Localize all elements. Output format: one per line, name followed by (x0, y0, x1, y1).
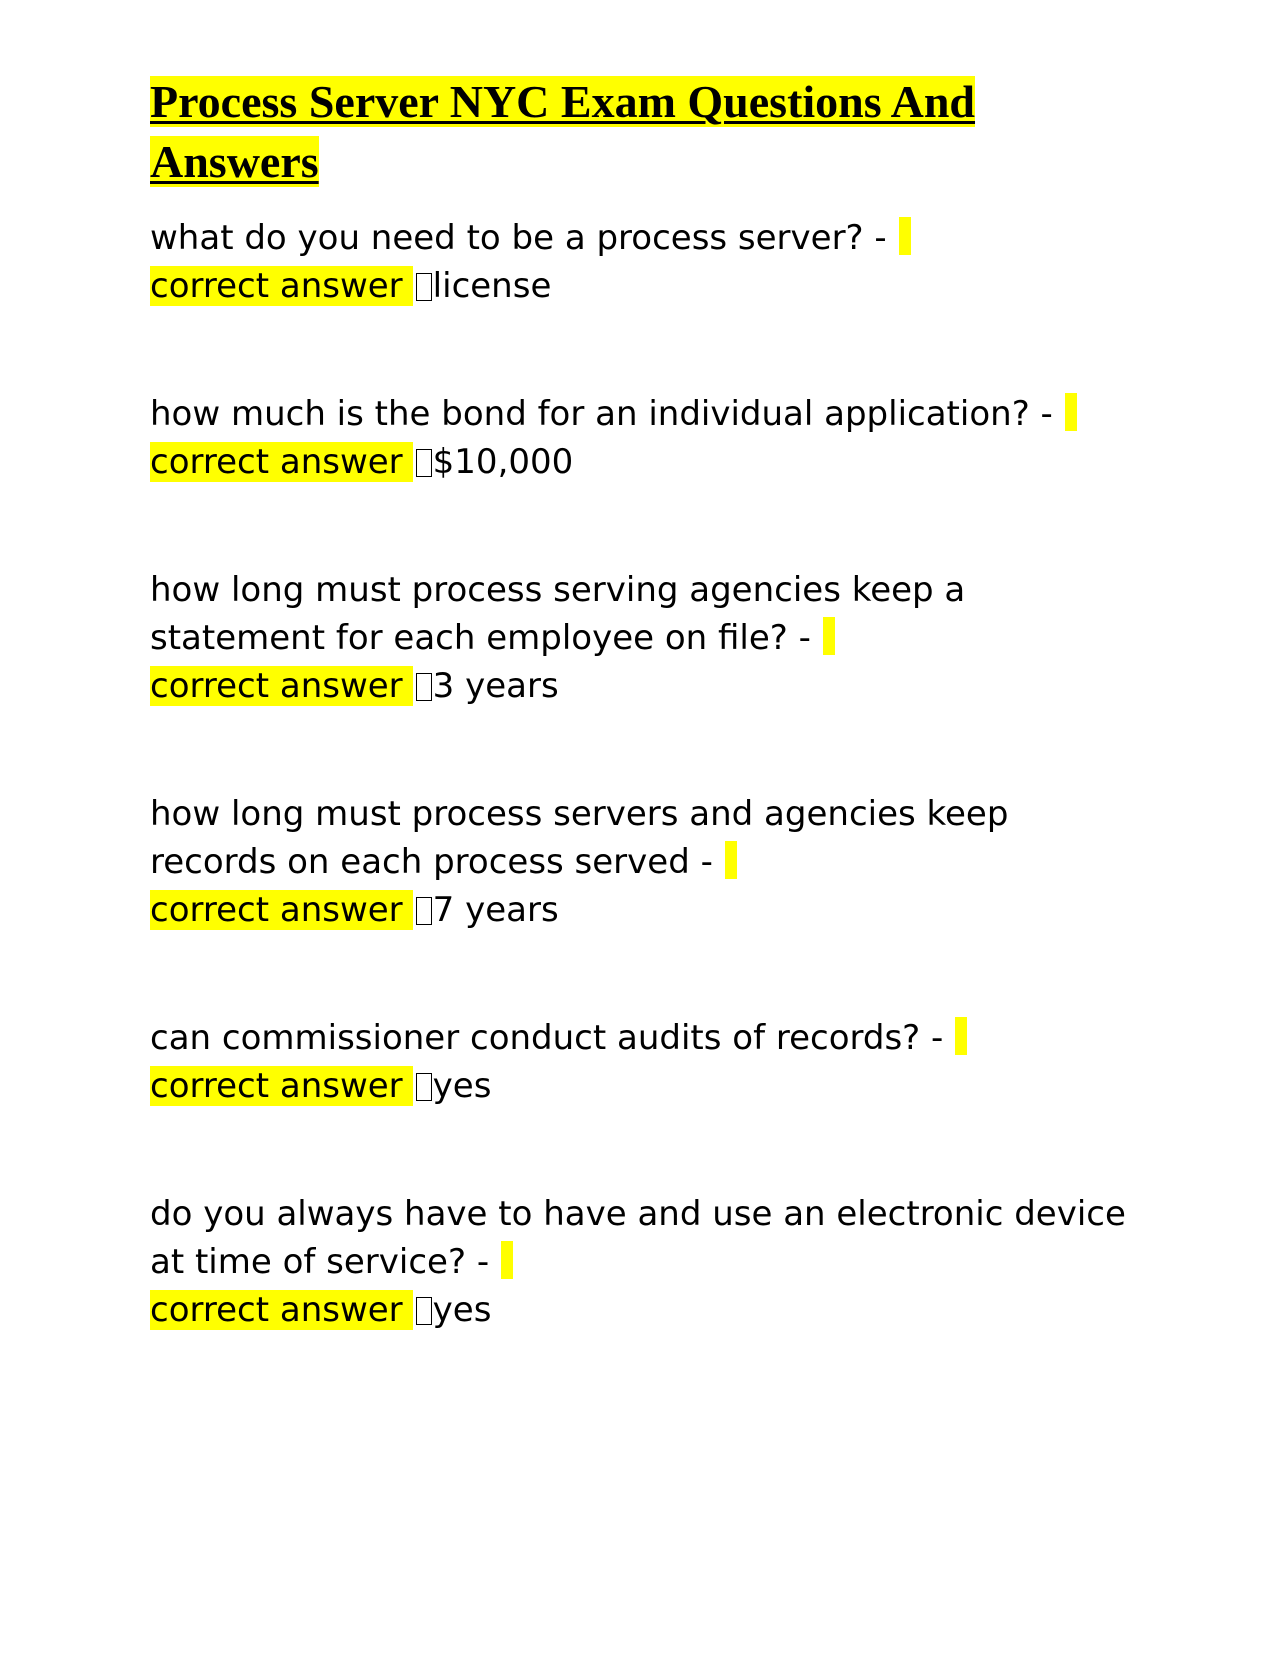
missing-glyph-icon (416, 1297, 432, 1325)
question-text: how long must process serving agencies keep a statement for each employee on file? - (150, 570, 966, 658)
question-text: can commissioner conduct audits of records? - (150, 1018, 944, 1058)
missing-glyph-icon (416, 273, 432, 301)
highlight-marker (899, 217, 911, 255)
answer-label: correct answer (150, 890, 413, 930)
answer-text: license (432, 266, 552, 306)
missing-glyph-icon (416, 449, 432, 477)
highlight-marker (823, 617, 835, 655)
answer-text: yes (432, 1290, 492, 1330)
qa-item-3 (150, 566, 1130, 710)
highlight-marker (725, 841, 737, 879)
title-text: Process Server NYC Exam Questions And Answers (150, 76, 976, 187)
highlight-marker (501, 1241, 513, 1279)
missing-glyph-icon (416, 1073, 432, 1101)
answer-text: yes (432, 1066, 492, 1106)
answer-label: correct answer (150, 1290, 413, 1330)
question-text: how long must process servers and agencies keep records on each process served - (150, 794, 1009, 882)
qa-item-1 (150, 214, 1130, 310)
qa-item-5 (150, 1014, 1130, 1110)
document-title (150, 72, 1130, 192)
answer-text: $10,000 (432, 442, 574, 482)
answer-text: 3 years (432, 666, 559, 706)
question-text: what do you need to be a process server? - (150, 218, 887, 258)
qa-item-4 (150, 790, 1130, 934)
highlight-marker (955, 1017, 967, 1055)
missing-glyph-icon (416, 897, 432, 925)
missing-glyph-icon (416, 673, 432, 701)
answer-label: correct answer (150, 1066, 413, 1106)
question-text: do you always have to have and use an electronic device at time of service? - (150, 1194, 1126, 1282)
qa-item-2 (150, 390, 1130, 486)
answer-text: 7 years (432, 890, 559, 930)
answer-label: correct answer (150, 666, 413, 706)
document-page (150, 72, 1130, 1334)
highlight-marker (1065, 393, 1077, 431)
qa-item-6 (150, 1190, 1130, 1334)
answer-label: correct answer (150, 266, 413, 306)
answer-label: correct answer (150, 442, 413, 482)
question-text: how much is the bond for an individual application? - (150, 394, 1053, 434)
